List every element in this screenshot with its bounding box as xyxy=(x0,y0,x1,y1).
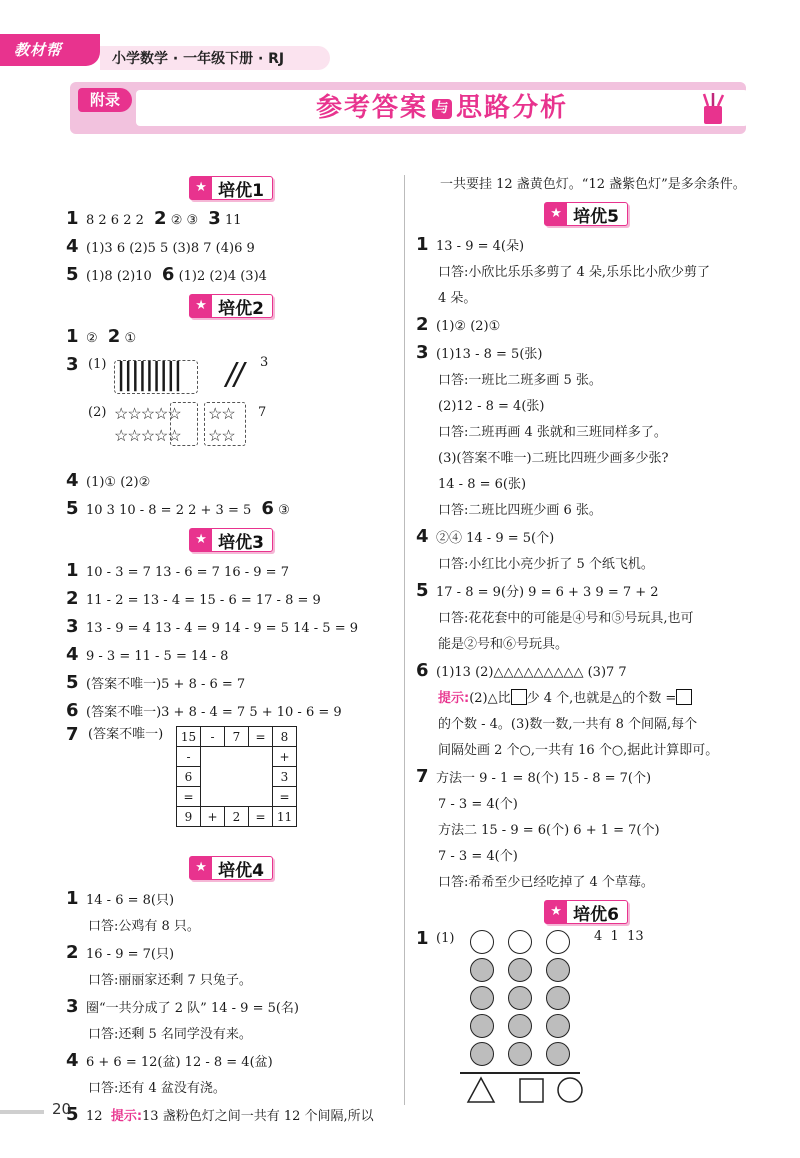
answer-row: 口答:丽丽家还剩 7 只兔子。 xyxy=(88,973,252,988)
answer-row: 5 (答案不唯一)5 + 8 - 6 = 7 xyxy=(66,672,246,693)
star-group: ☆☆☆☆☆ xyxy=(114,426,181,445)
answer-row: 1 10 - 3 = 7 13 - 6 = 7 16 - 9 = 7 xyxy=(66,560,289,581)
separator-line xyxy=(460,1072,580,1074)
blank-square xyxy=(676,689,692,705)
circle-answers: 4 1 13 xyxy=(594,929,644,944)
star-box xyxy=(170,402,198,446)
answer-row: 4 (1)① (2)② xyxy=(66,470,151,491)
section-head-4 xyxy=(66,854,396,882)
tally-marks-extra: // xyxy=(226,357,243,392)
brand-name: 教材帮 xyxy=(14,41,63,59)
answer-row: 3 圈“一共分成了 2 队” 14 - 9 = 5(名) xyxy=(66,996,300,1017)
answer-row: 7 - 3 = 4(个) xyxy=(438,797,518,812)
answer-row: 1 8 2 6 2 2 2 ② ③ 3 11 xyxy=(66,208,242,229)
number-grid-answer: 7 (答案不唯一) 15 - 7 = 8 - + 6 3 = = 9 + 2 = 11 xyxy=(66,726,396,852)
number-grid: 15 - 7 = 8 - + 6 3 = = 9 + 2 = 11 xyxy=(176,726,297,827)
section-head-1 xyxy=(66,174,396,202)
blank-square xyxy=(511,689,527,705)
right-column xyxy=(416,172,756,1100)
section-title: 培优5 xyxy=(573,206,619,227)
answer-row: 4 6 + 6 = 12(盆) 12 - 8 = 4(盆) xyxy=(66,1050,273,1071)
tally-marks: ||||||||| xyxy=(116,357,180,392)
tally-answer: 3 (1) ||||||||| // 3 xyxy=(66,352,396,402)
answer-row: 2 11 - 2 = 13 - 4 = 15 - 6 = 17 - 8 = 9 xyxy=(66,588,321,609)
answer-row: 口答:还剩 5 名同学没有来。 xyxy=(88,1027,252,1042)
footer-line xyxy=(0,1110,44,1114)
square-icon xyxy=(520,1079,543,1102)
title-part-a: 参考答案 xyxy=(315,93,428,123)
answer-row: 口答:二班再画 4 张就和三班同样多了。 xyxy=(438,425,667,440)
answer-row: 14 - 8 = 6(张) xyxy=(438,477,527,492)
answer-row: 4 ②④ 14 - 9 = 5(个) xyxy=(416,526,555,547)
star-icon: ★ xyxy=(545,901,567,923)
answer-row: 口答:小红比小亮少折了 5 个纸飞机。 xyxy=(438,557,654,572)
circle-icon xyxy=(558,1078,582,1102)
star-group: ☆☆☆☆☆ xyxy=(114,404,181,423)
answer-row: 7 方法一 9 - 1 = 8(个) 15 - 8 = 7(个) xyxy=(416,766,652,787)
continued-text: 一共要挂 12 盏黄色灯。“12 盏紫色灯”是多余条件。 xyxy=(440,177,746,192)
section-title: 培优4 xyxy=(218,860,264,881)
section-title: 培优1 xyxy=(218,180,264,201)
answer-row: 口答:希希至少已经吃掉了 4 个草莓。 xyxy=(438,875,654,890)
answer-row: 4 9 - 3 = 11 - 5 = 14 - 8 xyxy=(66,644,229,665)
answer-row: (3)(答案不唯一)二班比四班少画多少张? xyxy=(438,451,669,466)
section-title: 培优3 xyxy=(218,532,264,553)
shape-legend xyxy=(466,1076,596,1106)
answer-row: 4 (1)3 6 (2)5 5 (3)8 7 (4)6 9 xyxy=(66,236,255,257)
hint-label: 提示: xyxy=(110,1109,143,1124)
answer-row: 3 13 - 9 = 4 13 - 4 = 9 14 - 9 = 5 14 - 5 = 9 xyxy=(66,616,358,637)
star-group: ☆☆ xyxy=(208,404,235,423)
appendix-tag: 附录 xyxy=(78,88,132,112)
answer-row: 口答:小欣比乐乐多剪了 4 朵,乐乐比小欣少剪了 xyxy=(438,265,711,280)
hint-row: 提示:(2)△比 少 4 个,也就是△的个数 = xyxy=(416,686,756,712)
section-title: 培优2 xyxy=(218,298,264,319)
answer-row: 口答:花花套中的可能是④号和⑤号玩具,也可 xyxy=(438,611,694,626)
answer-row: 1 13 - 9 = 4(朵) xyxy=(416,234,525,255)
answer-row: 7 - 3 = 4(个) xyxy=(438,849,518,864)
section-head-2 xyxy=(66,292,396,320)
star-count: 7 xyxy=(258,405,267,420)
left-column xyxy=(66,172,396,1130)
answer-row: 6 (1)13 (2)△△△△△△△△△ (3)7 7 xyxy=(416,660,627,681)
answer-row: (2)12 - 8 = 4(张) xyxy=(438,399,545,414)
hint-row: 间隔处画 2 个○,一共有 16 个○,据此计算即可。 xyxy=(438,743,719,758)
section-head-3 xyxy=(66,526,396,554)
hint-row: 的个数 - 4。(3)数一数,一共有 8 个间隔,每个 xyxy=(438,717,698,732)
answer-row: 6 (答案不唯一)3 + 8 - 4 = 7 5 + 10 - 6 = 9 xyxy=(66,700,342,721)
answer-row: 口答:一班比二班多画 5 张。 xyxy=(438,373,602,388)
answer-row: 5 (1)8 (2)10 6 (1)2 (2)4 (3)4 xyxy=(66,264,267,285)
answer-row: 口答:还有 4 盆没有浇。 xyxy=(88,1081,226,1096)
answer-row: 3 (1)13 - 8 = 5(张) xyxy=(416,342,543,363)
section-title: 培优6 xyxy=(573,904,619,925)
answer-row: 口答:公鸡有 8 只。 xyxy=(88,919,200,934)
answer-row: 口答:二班比四班少画 6 张。 xyxy=(438,503,602,518)
star-icon: ★ xyxy=(190,529,212,551)
circle-diagram-answer: 1 (1) 4 1 13 xyxy=(416,930,756,1100)
star-icon: ★ xyxy=(190,857,212,879)
section-head-5 xyxy=(416,200,756,228)
stars-answer: (2) ☆☆☆☆☆ ☆☆☆☆☆ ☆☆ ☆☆ 7 xyxy=(88,404,267,445)
title-box xyxy=(136,90,748,126)
tally-count: 3 xyxy=(260,355,269,370)
star-icon: ★ xyxy=(190,177,212,199)
answer-row: 方法二 15 - 9 = 6(个) 6 + 1 = 7(个) xyxy=(438,823,660,838)
title-banner xyxy=(70,82,746,134)
answer-row: 4 朵。 xyxy=(438,291,477,306)
answer-row: 2 16 - 9 = 7(只) xyxy=(66,942,175,963)
title-part-b: 思路分析 xyxy=(456,93,569,123)
answer-row: 1 14 - 6 = 8(只) xyxy=(66,888,175,909)
star-group: ☆☆ xyxy=(208,426,235,445)
section-head-6 xyxy=(416,898,756,926)
star-icon: ★ xyxy=(545,203,567,225)
answer-row: 1 ② 2 ① xyxy=(66,326,137,347)
answer-row: 能是②号和⑥号玩具。 xyxy=(438,637,569,652)
answer-row: 5 17 - 8 = 9(分) 9 = 6 + 3 9 = 7 + 2 xyxy=(416,580,659,601)
title-connector: 与 xyxy=(432,99,452,119)
answer-row: 5 10 3 10 - 8 = 2 2 + 3 = 5 6 ③ xyxy=(66,498,290,519)
triangle-icon xyxy=(468,1078,494,1102)
answer-row: 5 12 提示:13 盏粉色灯之间一共有 12 个间隔,所以 xyxy=(66,1104,374,1125)
answer-row: 2 (1)② (2)① xyxy=(416,314,501,335)
star-icon: ★ xyxy=(190,295,212,317)
column-divider xyxy=(404,175,405,1105)
subject-bar xyxy=(100,46,330,70)
subject-label: 小学数学 · 一年级下册 · RJ xyxy=(112,51,285,67)
page-title xyxy=(136,90,748,126)
brand-badge xyxy=(0,34,100,66)
hint-label: 提示: xyxy=(438,691,470,706)
pencil-cup-icon xyxy=(698,92,728,126)
page-number: 20 xyxy=(52,1100,72,1118)
